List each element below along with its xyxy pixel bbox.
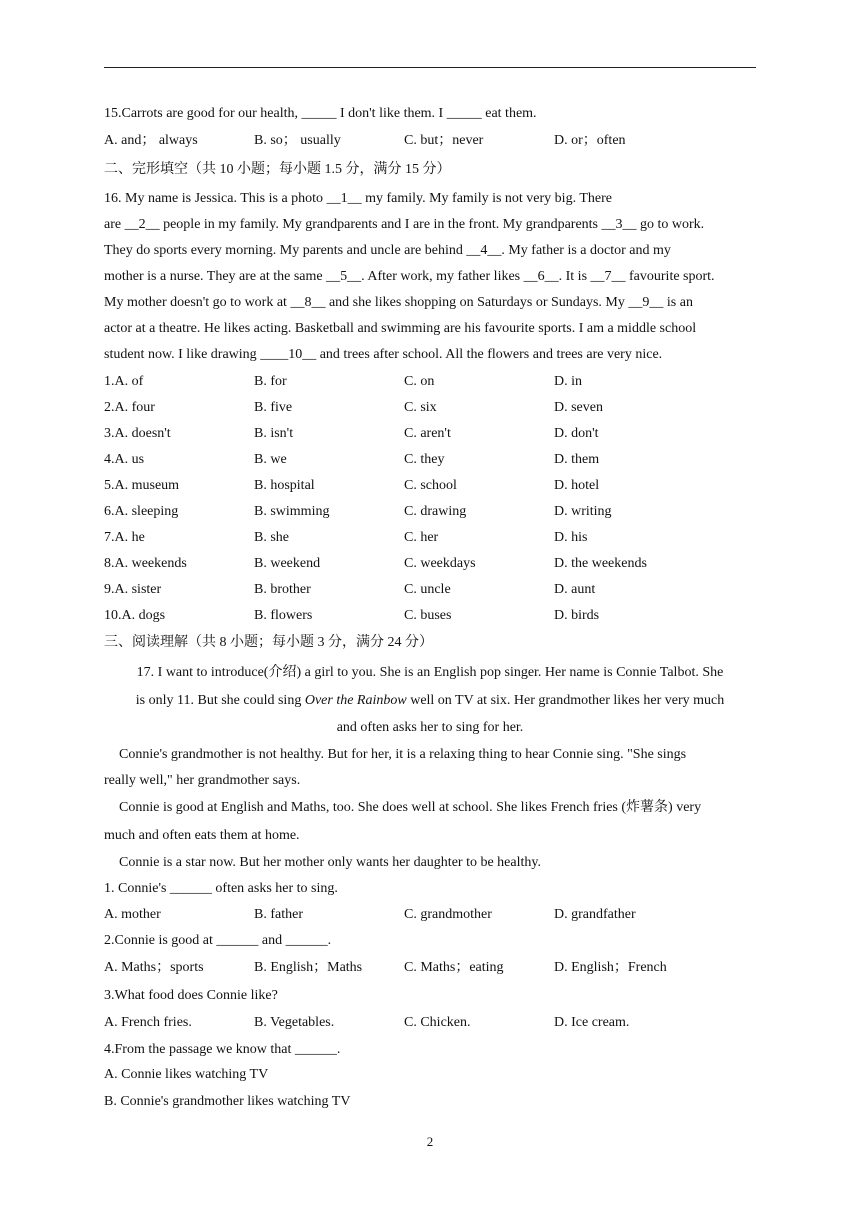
cloze-line-6: actor at a theatre. He likes acting. Basketball and swimming are his favourite sports. I am a middle school <box>104 321 697 336</box>
cloze-line-3: They do sports every morning. My parents and uncle are behind __4__. My father is a doctor and my <box>104 243 671 258</box>
passage-p3-line-1: Connie is good at English and Maths, too. She does well at school. She likes French fries (炸薯条) very <box>119 800 702 815</box>
reading-q4-stem: 4.From the passage we know that ______. <box>104 1042 341 1057</box>
cloze-9-option-d: D. aunt <box>554 582 596 597</box>
reading-q1-option-a: A. mother <box>104 907 161 922</box>
reading-q4-option-a: A. Connie likes watching TV <box>104 1067 269 1082</box>
passage-p2-line-1: Connie's grandmother is not healthy. But for her, it is a relaxing thing to hear Connie sing. "She sings <box>119 747 687 762</box>
passage-p3-line-2: much and often eats them at home. <box>104 828 300 843</box>
cloze-2-option-d: D. seven <box>554 400 603 415</box>
cloze-4-option-a: 4.A. us <box>104 452 145 467</box>
cloze-9-option-a: 9.A. sister <box>104 582 162 597</box>
cloze-line-2: are __2__ people in my family. My grandparents and I are in the front. My grandparents __3__ go to work. <box>104 217 705 232</box>
cloze-5-option-d: D. hotel <box>554 478 600 493</box>
question-15-stem: 15.Carrots are good for our health, _____ I don't like them. I _____ eat them. <box>104 106 537 121</box>
reading-q2-option-c: C. Maths；eating <box>404 960 504 975</box>
passage-line-2: is only 11. But she could sing Over the Rainbow well on TV at six. Her grandmother likes her very much <box>135 693 725 708</box>
reading-q3-stem: 3.What food does Connie like? <box>104 988 278 1003</box>
cloze-8-option-a: 8.A. weekends <box>104 556 187 571</box>
reading-q1-stem: 1. Connie's ______ often asks her to sing. <box>104 881 338 896</box>
passage-line-1: 17. I want to introduce(介绍) a girl to you. She is an English pop singer. Her name is Connie Talbot. She <box>136 665 724 680</box>
cloze-10-option-c: C. buses <box>404 608 452 623</box>
section-3-heading: 三、阅读理解（共 8 小题；每小题 3 分，满分 24 分） <box>104 635 433 650</box>
reading-q3-option-d: D. Ice cream. <box>554 1015 630 1030</box>
passage-line-3: and often asks her to sing for her. <box>336 720 524 735</box>
cloze-line-7: student now. I like drawing ____10__ and trees after school. All the flowers and trees are very nice. <box>104 347 663 362</box>
reading-q2-option-a: A. Maths；sports <box>104 960 204 975</box>
cloze-1-option-b: B. for <box>254 374 287 389</box>
cloze-10-option-d: D. birds <box>554 608 600 623</box>
passage-p2-line-2: really well," her grandmother says. <box>104 773 301 788</box>
cloze-line-1: 16. My name is Jessica. This is a photo __1__ my family. My family is not very big. There <box>104 191 612 206</box>
q15-option-c: C. but；never <box>404 133 484 148</box>
cloze-2-option-b: B. five <box>254 400 293 415</box>
reading-q3-option-a: A. French fries. <box>104 1015 192 1030</box>
page-number: 2 <box>426 1134 434 1149</box>
cloze-7-option-a: 7.A. he <box>104 530 145 545</box>
cloze-line-4: mother is a nurse. They are at the same __5__. After work, my father likes __6__. It is __7__ favourite sport. <box>104 269 715 284</box>
reading-q1-option-d: D. grandfather <box>554 907 636 922</box>
cloze-1-option-a: 1.A. of <box>104 374 144 389</box>
reading-q2-stem: 2.Connie is good at ______ and ______. <box>104 933 332 948</box>
cloze-6-option-c: C. drawing <box>404 504 467 519</box>
cloze-4-option-c: C. they <box>404 452 445 467</box>
cloze-7-option-b: B. she <box>254 530 289 545</box>
cloze-3-option-c: C. aren't <box>404 426 451 441</box>
cloze-line-5: My mother doesn't go to work at __8__ and she likes shopping on Saturdays or Sundays. My __9__ is an <box>104 295 693 310</box>
cloze-6-option-d: D. writing <box>554 504 612 519</box>
cloze-6-option-a: 6.A. sleeping <box>104 504 179 519</box>
cloze-1-option-d: D. in <box>554 374 582 389</box>
reading-q3-option-b: B. Vegetables. <box>254 1015 335 1030</box>
q15-option-b: B. so； usually <box>254 133 341 148</box>
cloze-3-option-b: B. isn't <box>254 426 294 441</box>
cloze-1-option-c: C. on <box>404 374 435 389</box>
song-title: Over the Rainbow <box>304 693 407 708</box>
cloze-3-option-a: 3.A. doesn't <box>104 426 171 441</box>
q15-option-a: A. and； always <box>104 133 198 148</box>
reading-q2-option-d: D. English；French <box>554 960 667 975</box>
cloze-3-option-d: D. don't <box>554 426 599 441</box>
cloze-10-option-a: 10.A. dogs <box>104 608 166 623</box>
cloze-4-option-b: B. we <box>254 452 287 467</box>
cloze-5-option-b: B. hospital <box>254 478 315 493</box>
reading-q2-option-b: B. English；Maths <box>254 960 363 975</box>
cloze-8-option-c: C. weekdays <box>404 556 476 571</box>
cloze-7-option-d: D. his <box>554 530 588 545</box>
cloze-5-option-a: 5.A. museum <box>104 478 180 493</box>
cloze-6-option-b: B. swimming <box>254 504 330 519</box>
reading-q1-option-b: B. father <box>254 907 303 922</box>
cloze-9-option-b: B. brother <box>254 582 311 597</box>
cloze-4-option-d: D. them <box>554 452 600 467</box>
cloze-8-option-d: D. the weekends <box>554 556 647 571</box>
cloze-5-option-c: C. school <box>404 478 457 493</box>
passage-p4-line-1: Connie is a star now. But her mother only wants her daughter to be healthy. <box>119 855 541 870</box>
cloze-2-option-c: C. six <box>404 400 437 415</box>
reading-q4-option-b: B. Connie's grandmother likes watching TV <box>104 1094 351 1109</box>
reading-q3-option-c: C. Chicken. <box>404 1015 471 1030</box>
q15-option-d: D. or；often <box>554 133 626 148</box>
cloze-7-option-c: C. her <box>404 530 439 545</box>
cloze-2-option-a: 2.A. four <box>104 400 155 415</box>
section-2-heading: 二、完形填空（共 10 小题；每小题 1.5 分，满分 15 分） <box>104 162 451 177</box>
header-rule <box>104 67 756 68</box>
cloze-8-option-b: B. weekend <box>254 556 321 571</box>
cloze-10-option-b: B. flowers <box>254 608 313 623</box>
cloze-9-option-c: C. uncle <box>404 582 451 597</box>
reading-q1-option-c: C. grandmother <box>404 907 492 922</box>
